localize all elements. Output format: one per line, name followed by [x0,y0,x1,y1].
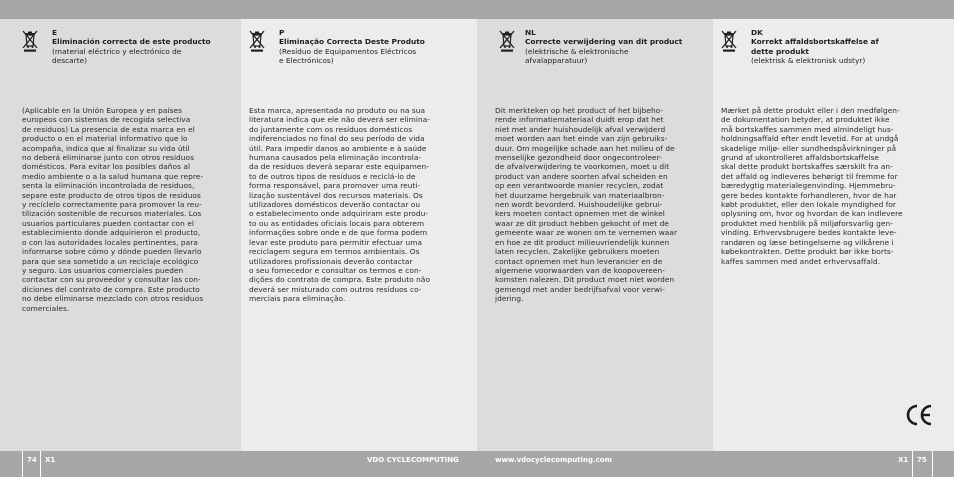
column-spanish [0,19,241,451]
model-left: X1 [45,456,56,464]
section-subtitle: (elektrische & elektronische afvalapparatuur) [525,46,629,66]
body-text: Dit merkteken op het product of het bijbeho- rende informatiemateriaal duidt erop dat het niet met ander huishoudelijk afval verwijderd moet worden aan het einde van zijn gebruiks- duur. Om mogelijke schade aan het milieu of de menselijke gezondheid door ongecontroleer- de afvalverwijdering te voorkomen, moet u dit product van andere soorten afval scheiden en op een verantwoorde manier recyclen, zodat het duurzame hergebruik van materiaalbron- nen wordt bevorderd. Huishoudelijke gebrui- kers moeten contact opnemen met de winkel waar ze dit product hebben gekocht of met de gemeente waar ze wonen om te vernemen waar en hoe ze dit product milieuvriendelijk kunnen laten recyclen. Zakelijke gebruikers moeten contact opnemen met hun leverancier en de algemene voorwaarden van de koopovereen- komsten nalezen. Dit product moet niet worden gemengd met ander bedrijfsafval voor verwi- jdering. [495,106,678,304]
header-text [751,28,941,66]
section-title: Eliminación correcta de este producto [52,37,211,47]
column-dutch [477,19,713,451]
column-header [477,28,713,90]
page-number-left: 74 [27,456,37,464]
body-text: Esta marca, apresentada no produto ou na sua literatura indica que ele não deverá ser elimina- do juntamente com os resíduos domésticos indiferenciados no final do seu período de vida útil. Para impedir danos ao ambiente e à saúde humana causados pela eliminação incontrola- da de resíduos deverá separar este equipamen- to de outros tipos de resíduos e reciclá-lo de forma responsável, para promover uma reuti- lização sustentável dos recursos materiais. Os utilizadores domésticos deverão contactar ou o estabelecimento onde adquiriram este produ- to ou as entidades oficiais locais para obterem informações sobre onde e de que forma podem levar este produto para permitir efectuar uma reciclagem segura em termos ambientais. Os utilizadores profissionais deverão contactar o seu fornecedor e consultar os termos e con- dições do contrato de compra. Este produto não deverá ser misturado com outros resíduos co- merciais para eliminação. [249,106,431,304]
page-footer [0,451,954,477]
website-url: www.vdocyclecomputing.com [495,456,612,464]
brand-name: VDO CYCLECOMPUTING [367,456,459,464]
column-header [713,28,954,90]
column-header [241,28,477,90]
section-subtitle: (elektrisk & elektronisk udstyr) [751,56,866,66]
header-text [525,28,705,66]
header-text [279,28,469,66]
crossed-out-bin-icon [249,30,265,52]
footer-divider [932,451,933,477]
section-subtitle: (material eléctrico y electrónico de descarte) [52,46,182,66]
ce-mark-icon [904,403,934,427]
crossed-out-bin-icon [721,30,737,52]
language-code: NL [525,28,536,37]
column-header [0,28,241,90]
crossed-out-bin-icon [22,30,38,52]
crossed-out-bin-icon [499,30,515,52]
column-danish [713,19,954,451]
language-code: E [52,28,58,37]
footer-divider [912,451,913,477]
model-right: X1 [898,456,909,464]
footer-divider [40,451,41,477]
header-text [52,28,232,66]
top-bar [0,0,954,19]
section-subtitle: (Resíduo de Equipamentos Eléctricos e Electrónicos) [279,46,417,66]
section-title: Correcte verwijdering van dit product [525,37,683,47]
body-text: (Aplicable en la Unión Europea y en países europeos con sistemas de recogida selectiva de residuos) La presencia de esta marca en el producto o en el material informativo que lo acompaña, indica que al finalizar su vida útil no deberá eliminarse junto con otros residuos domésticos. Para evitar los posibles daños al medio ambiente o a la salud humana que repre- senta la eliminación incontrolada de residuos, separe este producto de otros tipos de residuos y recíclelo correctamente para promover la reu- tilización sostenible de recursos materiales. Los usuarios particulares pueden contactar con el establecimiento donde adquirieron el producto, o con las autoridades locales pertinentes, para informarse sobre cómo y dónde pueden llevarlo para que sea sometido a un reciclaje ecológico y seguro. Los usuarios comerciales pueden contactar con su proveedor y consultar las con- diciones del contrato de compra. Este producto no debe eliminarse mezclado con otros residuos comerciales. [22,106,204,313]
section-title: Korrekt affaldsbortskaffelse af dette produkt [751,37,879,56]
section-title: Eliminação Correcta Deste Produto [279,37,425,47]
language-code: DK [751,28,763,37]
language-code: P [279,28,285,37]
page-number-right: 75 [917,456,927,464]
footer-divider [22,451,23,477]
body-text: Mærket på dette produkt eller i den medfølgen- de dokumentation betyder, at produktet ikke må bortskaffes sammen med almindeligt hus- holdningsaffald efter endt levetid. For at undgå skadelige miljø- eller sundhedspåvirkninger på grund af ukontrolleret affaldsbortskaffelse skal dette produkt bortskaffes særskilt fra an- det affald og indleveres behørigt til fremme for bæredygtig materialegenvinding. Hjemmebru- gere bedes kontakte forhandleren, hvor de har købt produktet, eller den lokale myndighed for oplysning om, hvor og hvordan de kan indlevere produktet med henblik på miljøforsvarlig gen- vinding. Erhvervsbrugere bedes kontakte leve- randøren og læse betingelserne og vilkårene i købekontrakten. Dette produkt bør ikke borts- kaffes sammen med andet erhvervsaffald. [721,106,903,266]
column-portuguese [241,19,477,451]
